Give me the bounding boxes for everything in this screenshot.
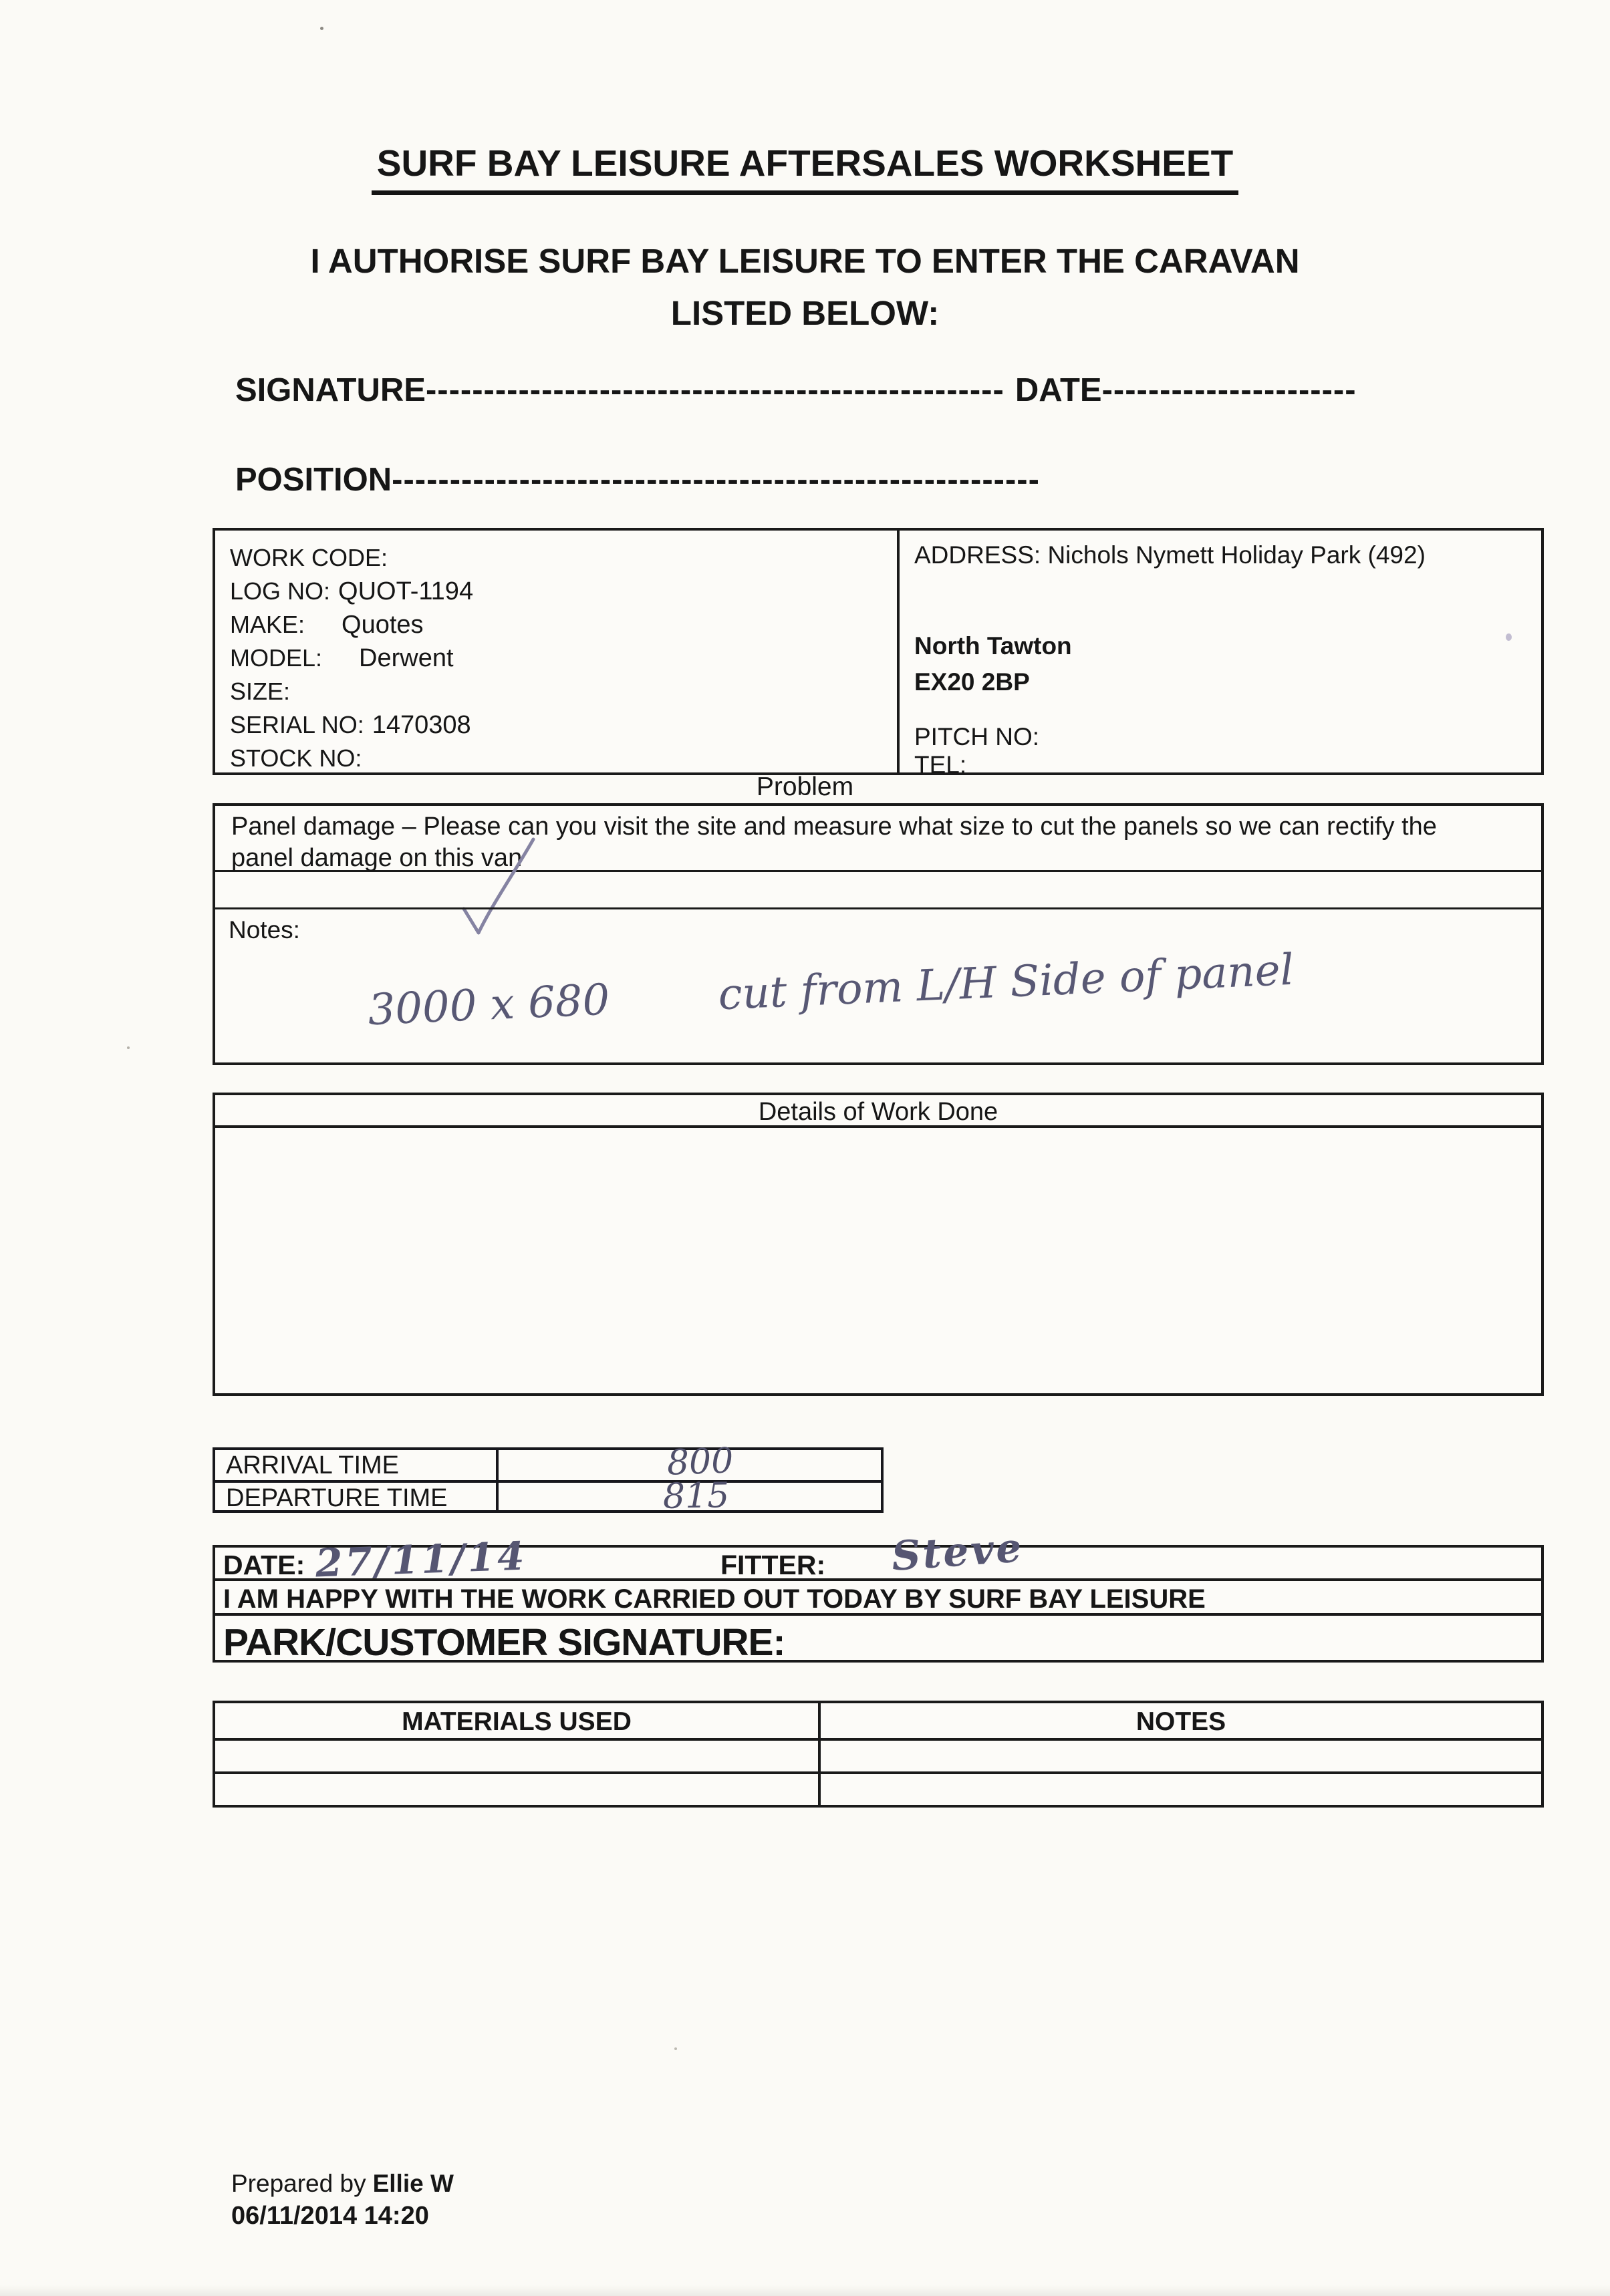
address-label: ADDRESS: [914,541,1041,569]
prepared-by-name: Ellie W [372,2170,454,2197]
serial-no-value: 1470308 [372,711,471,739]
scan-speckle [127,1046,130,1049]
notes-label: Notes: [229,916,300,944]
stock-no-row [230,742,882,775]
position-line [235,461,1040,498]
date-fitter-row [215,1524,1541,1586]
materials-table [213,1701,1544,1808]
problem-section-title: Problem [756,772,854,801]
arrival-time-label: ARRIVAL TIME [215,1450,499,1480]
tel-label: TEL: [914,751,967,778]
address-box [900,531,1541,778]
work-code-label: WORK CODE: [230,544,388,571]
happy-statement: I AM HAPPY WITH THE WORK CARRIED OUT TODAY BY SURF BAY LEISURE [215,1578,1541,1613]
signoff-box [213,1524,1544,1664]
signoff-date-label: DATE: [223,1550,305,1580]
address-row [914,541,1426,569]
scan-bottom-edge [0,2285,1610,2296]
details-of-work-done-title: Details of Work Done [215,1095,1541,1128]
problem-box [213,803,1544,1065]
materials-cell-empty [215,1741,821,1771]
log-no-label: LOG NO: [230,577,331,605]
arrival-time-row [215,1441,881,1483]
page-title [0,142,1610,195]
date-fill-line: ---------------------- [1101,372,1357,408]
address-town: North Tawton [914,632,1072,660]
times-table [213,1441,884,1517]
work-code-row [230,541,882,575]
signature-label: SIGNATURE [235,372,426,408]
departure-time-row [215,1475,881,1517]
serial-no-label: SERIAL NO: [230,711,364,738]
departure-time-cell [499,1475,881,1517]
scan-speckle [674,2047,677,2050]
scan-speckle [320,27,323,30]
materials-used-header: MATERIALS USED [215,1703,821,1738]
handwritten-departure-time: 815 [662,1475,730,1517]
prepared-by-footer [231,2167,454,2233]
authorisation-statement [0,235,1610,339]
size-row [230,675,882,708]
make-value: Quotes [342,611,424,639]
authorisation-line-2: LISTED BELOW: [670,294,940,332]
prepared-by-line [231,2167,454,2200]
handwritten-fitter-signature: Steve [890,1524,1025,1580]
log-no-row [230,575,882,608]
problem-text: Panel damage – Please can you visit the site and measure what size to cut the panels so we can rectify the panel damage on this van [231,813,1437,872]
stock-no-label: STOCK NO: [230,744,362,772]
position-label: POSITION [235,462,392,498]
scan-speckle [1506,633,1512,641]
problem-text-row [215,806,1541,870]
make-label: MAKE: [230,611,305,638]
handwritten-notes: 3000 x 680 cut from L/H Side of panel [367,945,1295,1036]
model-value: Derwent [359,644,454,672]
address-value: Nichols Nymett Holiday Park (492) [1047,541,1426,569]
materials-cell-empty [215,1774,821,1805]
serial-no-row [230,708,882,742]
materials-header-row [215,1703,1541,1738]
prepared-by-prefix: Prepared by [231,2170,366,2197]
address-postcode: EX20 2BP [914,668,1030,696]
prepared-timestamp: 06/11/2014 14:20 [231,2202,429,2230]
authorisation-line-1: I AUTHORISE SURF BAY LEISURE TO ENTER THE CARAVAN [310,242,1300,280]
signature-date-line [235,372,1357,409]
date-label: DATE [1015,372,1102,408]
make-row [230,608,882,641]
model-label: MODEL: [230,644,323,672]
notes-cell-empty [821,1741,1541,1771]
materials-row-2 [215,1771,1541,1805]
materials-notes-header: NOTES [1135,1707,1226,1736]
page-title-text: SURF BAY LEISURE AFTERSALES WORKSHEET [372,142,1238,195]
handwritten-date: 27/11/14 [314,1533,528,1586]
pitch-no-label: PITCH NO: [914,723,1040,750]
log-no-value: QUOT-1194 [338,577,474,605]
departure-time-label: DEPARTURE TIME [215,1483,499,1510]
signature-fill-line: -------------------------------------------------- [425,372,1004,408]
details-of-work-done-box [213,1093,1544,1396]
problem-empty-row [215,870,1541,907]
caravan-info-section [213,528,1544,778]
position-fill-line: -------------------------------------------------------- [392,462,1040,498]
unit-details-box [215,531,900,772]
customer-signature-heading: PARK/CUSTOMER SIGNATURE: [215,1613,1541,1660]
size-label: SIZE: [230,678,291,705]
fitter-label: FITTER: [720,1550,826,1580]
materials-row-1 [215,1738,1541,1771]
model-row [230,641,882,675]
handwritten-arrival-time: 800 [666,1441,734,1483]
notes-row [215,907,1541,1062]
notes-cell-empty [821,1774,1541,1805]
